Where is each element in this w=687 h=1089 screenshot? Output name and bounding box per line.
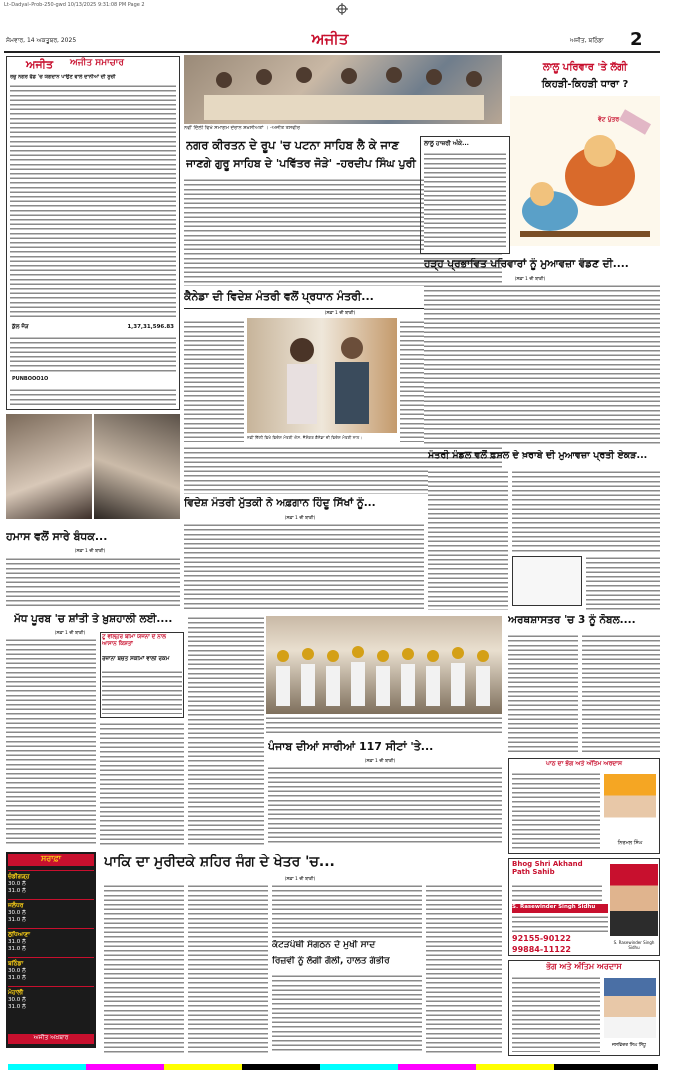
ad2-phone-2: 99884-11122	[512, 945, 571, 954]
sidebar-subtitle: ਰਜ਼ੂ ਨਗਰ ਫੰਡ 'ਚ ਯੋਗਦਾਨ ਪਾਉਣ ਵਾਲੇ ਦਾਨੀਆਂ ਦੀ ਸੂਚੀ	[10, 74, 116, 80]
inset-title: ਟੂ ਵੀਲ੍ਹਰ ਬੀਮਾ ਯੋਜਨਾ ਦੇ ਨਾਲ ਆਸਾਨ ਕਿਸ਼ਤਾਂ	[102, 634, 166, 647]
price-block	[8, 986, 94, 1011]
cabinet-story-c	[586, 556, 660, 610]
inset-subtitle: ਰੋਜ਼ਾਨਾ ਬਚਤ ਸਕੀਮਾਂ ਵਾਲੀ ਰਕਮ	[102, 656, 170, 662]
canada-photo-caption: ਨਵੀਂ ਦਿੱਲੀ ਵਿਖੇ ਵਿਦੇਸ਼ ਮੰਤਰੀ ਐਸ. ਜੈਸ਼ੰਕਰ ਕੈਨੇਡਾ ਦੀ ਵਿਦੇਸ਼ ਮੰਤਰੀ ਨਾਲ।	[247, 435, 363, 440]
price-buy: 30.0 ਲੱ	[8, 968, 26, 974]
price-sell: 31.0 ਲੱ	[8, 1004, 26, 1010]
economics-story-left	[508, 634, 578, 754]
price-sell: 31.0 ਲੱ	[8, 975, 26, 981]
cartoon-title-1: ਲਾਲੂ ਪਰਿਵਾਰ 'ਤੇ ਲੱਗੀ	[542, 62, 628, 73]
bank-footer	[10, 388, 176, 406]
price-sell: 31.0 ਲੱ	[8, 917, 26, 923]
afghan-continued: (ਸਫ਼ਾ 1 ਦੀ ਬਾਕੀ)	[284, 516, 316, 521]
price-header: ਸਰਾਫ਼ਾ	[8, 854, 94, 866]
print-line: Lt–Dadyal–Prob-250-gwd 10/13/2025 9:31:08 PM Page 2	[4, 2, 145, 8]
bank-details	[10, 336, 176, 372]
bank-code: PUNBOOO1O	[12, 376, 49, 382]
cabinet-ad	[512, 556, 582, 606]
ad2-caption: S. Rasewinder Singh Sidhu	[613, 940, 655, 950]
group-photo	[266, 616, 502, 714]
compensation-continued: (ਸਫ਼ਾ 1 ਦੀ ਬਾਕੀ)	[514, 277, 546, 282]
ad2-title: Bhog Shri Akhand Path Sahib	[512, 860, 583, 876]
ad2-body	[512, 884, 602, 902]
sidebar-title: ਅਜੀਤ ਸਮਾਚਾਰ	[70, 58, 124, 68]
donor-total-value: 1,37,31,596.83	[127, 324, 174, 330]
hamas-photo-left	[6, 414, 92, 519]
punjab-continued: (ਸਫ਼ਾ 1 ਦੀ ਬਾਕੀ)	[364, 759, 396, 764]
canada-headline: ਕੈਨੇਡਾ ਦੀ ਵਿਦੇਸ਼ ਮੰਤਰੀ ਵਲੋਂ ਪ੍ਰਧਾਨ ਮੰਤਰੀ...	[184, 290, 374, 303]
ad3-header: ਭੋਗ ਅਤੇ ਅੰਤਿਮ ਅਰਦਾਸ	[546, 962, 622, 971]
ad3-body	[512, 976, 600, 1052]
price-block	[8, 870, 94, 895]
mideast-story-left	[6, 638, 96, 846]
pak-story-d	[426, 884, 502, 1054]
sangathan-headline-2: ਰਿਜ਼ਵੀ ਨੂੰ ਲੱਗੀ ਗੋਲੀ, ਹਾਲਤ ਗੰਭੀਰ	[272, 956, 390, 966]
cabinet-story-a	[428, 470, 508, 610]
patna-headline-1: ਨਗਰ ਕੀਰਤਨ ਦੇ ਰੂਪ 'ਚ ਪਟਨਾ ਸਾਹਿਬ ਲੈ ਕੇ ਜਾਣ	[186, 138, 399, 152]
price-footer: ਅਜੀਤ ਅਖ਼ਬਾਰ	[8, 1034, 94, 1044]
hamas-headline: ਹਮਾਸ ਵਲੋਂ ਸਾਰੇ ਬੰਧਕ...	[6, 530, 108, 543]
price-block	[8, 928, 94, 953]
price-sell: 31.0 ਲੱ	[8, 946, 26, 952]
price-block-label: ਮੋਹਾਲੀ	[8, 989, 24, 996]
canada-photo	[247, 318, 397, 433]
price-buy: 31.0 ਲੱ	[8, 939, 26, 945]
middle-column	[188, 616, 264, 846]
donor-total-label: ਕੁੱਲ ਜੋੜ	[12, 324, 29, 330]
price-buy: 30.0 ਲੱ	[8, 997, 26, 1003]
ad3-photo	[604, 978, 656, 1038]
pak-continued: (ਸਫ਼ਾ 1 ਦੀ ਬਾਕੀ)	[284, 877, 316, 882]
hamas-photo-caption	[6, 521, 180, 527]
cartoon-label: ਵੋਟ ਪੁੱਤਰ	[598, 116, 620, 123]
afghan-story	[184, 523, 424, 611]
punjab-story	[268, 766, 502, 846]
group-photo-caption	[266, 716, 502, 736]
mideast-story-right	[100, 722, 184, 846]
sidebar-logo: ਅਜੀਤ	[26, 58, 53, 71]
canada-continued: (ਸਫ਼ਾ 1 ਦੀ ਬਾਕੀ)	[324, 311, 356, 316]
page-number: 2	[630, 29, 643, 50]
top-photo-caption: ਨਵੀਂ ਦਿੱਲੀ ਵਿਖੇ ਸਮਾਗਮ ਦੌਰਾਨ ਸ਼ਖ਼ਸੀਅਤਾਂ । -ਅਜੀਤ ਤਸਵੀਰ	[184, 125, 300, 131]
price-buy: 30.0 ਲੱ	[8, 910, 26, 916]
economics-story-right	[582, 634, 660, 754]
ad2-name: S. Rasewinder Singh Sidhu	[512, 904, 608, 913]
price-block	[8, 957, 94, 982]
cabinet-story-b	[512, 470, 660, 552]
ad2-phone-1: 92155-90122	[512, 934, 571, 943]
pak-story-c	[272, 884, 422, 938]
inset-body	[102, 670, 182, 714]
price-block-label: ਲੁਧਿਆਣਾ	[8, 931, 30, 938]
registration-mark-icon	[336, 0, 348, 12]
compensation-headline: ਹੜ੍ਹ ਪ੍ਰਭਾਵਿਤ ਪਰਿਵਾਰਾਂ ਨੂੰ ਮੁਆਵਜ਼ਾ ਵੰਡਣ ਦੀ....	[424, 258, 629, 270]
ad3-caption: ਜਸਵਿੰਦਰ ਸਿੰਘ ਸਿੱਧੂ	[612, 1043, 646, 1048]
mideast-continued: (ਸਫ਼ਾ 1 ਦੀ ਬਾਕੀ)	[54, 631, 86, 636]
afghan-headline: ਵਿਦੇਸ਼ ਮੰਤਰੀ ਮੁੱਤਕੀ ਨੇ ਅਫ਼ਗਾਨ ਹਿੰਦੂ ਸਿੱਖਾਂ ਨੂੰ...	[184, 497, 376, 509]
color-bar	[8, 1064, 658, 1070]
economics-headline: ਅਰਥਸ਼ਾਸਤਰ 'ਚ 3 ਨੂੰ ਨੋਬਲ....	[508, 614, 636, 626]
pak-headline: ਪਾਕਿ ਦਾ ਮੁਰੀਦਕੇ ਸ਼ਹਿਰ ਜੰਗ ਦੇ ਖੇਤਰ 'ਚ...	[104, 854, 335, 870]
compensation-story	[424, 284, 660, 444]
edition-label: ਅਜੀਤ, ਬਠਿੰਡਾ	[570, 37, 604, 44]
price-block-label: ਜਲੰਧਰ	[8, 902, 24, 909]
masthead: ਅਜੀਤ	[311, 30, 349, 48]
ad1-header: ਪਾਠ ਦਾ ਭੋਗ ਅਤੇ ਅੰਤਿਮ ਅਰਦਾਸ	[546, 760, 622, 767]
pak-story-b	[188, 884, 268, 1054]
punjab-headline: ਪੰਜਾਬ ਦੀਆਂ ਸਾਰੀਆਂ 117 ਸੀਟਾਂ 'ਤੇ...	[268, 740, 434, 753]
price-buy: 30.0 ਲੱ	[8, 881, 26, 887]
ad1-body	[512, 772, 600, 850]
ad2-address	[512, 915, 608, 933]
hamas-continued: (ਸਫ਼ਾ 1 ਦੀ ਬਾਕੀ)	[74, 549, 106, 554]
price-block-label: ਬਠਿੰਡਾ	[8, 960, 24, 967]
canada-story-left	[184, 320, 244, 442]
sangathan-story	[272, 974, 422, 1054]
price-sell: 31.0 ਲੱ	[8, 888, 26, 894]
cabinet-headline: ਮੰਤਰੀ ਮੰਡਲ ਵਲੋਂ ਫ਼ਸਲ ਦੇ ਖ਼ਰਾਬੇ ਦੀ ਮੁਆਵਜ਼ਾ ਪ੍ਰਤੀ ਏਕੜ...	[428, 450, 648, 461]
price-block-label: ਚੰਡੀਗੜ੍ਹ	[8, 873, 30, 880]
price-block	[8, 899, 94, 924]
lalu-story	[424, 152, 506, 250]
ad1-photo	[604, 774, 656, 836]
cartoon-title-2: ਕਿਹੜੀ-ਕਿਹੜੀ ਧਾਰਾ ?	[541, 79, 629, 90]
page-date: ਸੋਮਵਾਰ, 14 ਅਕਤੂਬਰ, 2025	[6, 37, 77, 44]
lalu-header: ਲਾਲੂ ਹਾਜ਼ਰੀ ਅੰਕੇ...	[424, 140, 469, 147]
pak-story-a	[104, 884, 184, 1054]
mideast-headline: ਮੱਧ ਪੂਰਬ 'ਚ ਸ਼ਾਂਤੀ ਤੇ ਖ਼ੁਸ਼ਹਾਲੀ ਲਈ....	[14, 613, 173, 625]
top-photo	[184, 55, 502, 124]
patna-headline-2: ਜਾਣਗੇ ਗੁਰੂ ਸਾਹਿਬ ਦੇ 'ਪਵਿੱਤਰ ਜੋੜੇ' -ਹਰਦੀਪ ਸਿੰਘ ਪੁਰੀ	[186, 157, 416, 170]
sangathan-headline-1: ਕੱਟੜਪੰਥੀ ਸੰਗਠਨ ਦੇ ਮੁਖੀ ਸਾਦ	[272, 940, 376, 950]
donor-list	[10, 84, 176, 320]
ad1-caption: ਨਿਰਮਲ ਸਿੰਘ	[617, 840, 643, 846]
header-rule	[4, 51, 660, 53]
price-blocks	[8, 870, 94, 1030]
hamas-story	[6, 557, 180, 607]
hamas-photo-right	[94, 414, 180, 519]
ad2-photo	[610, 864, 658, 936]
